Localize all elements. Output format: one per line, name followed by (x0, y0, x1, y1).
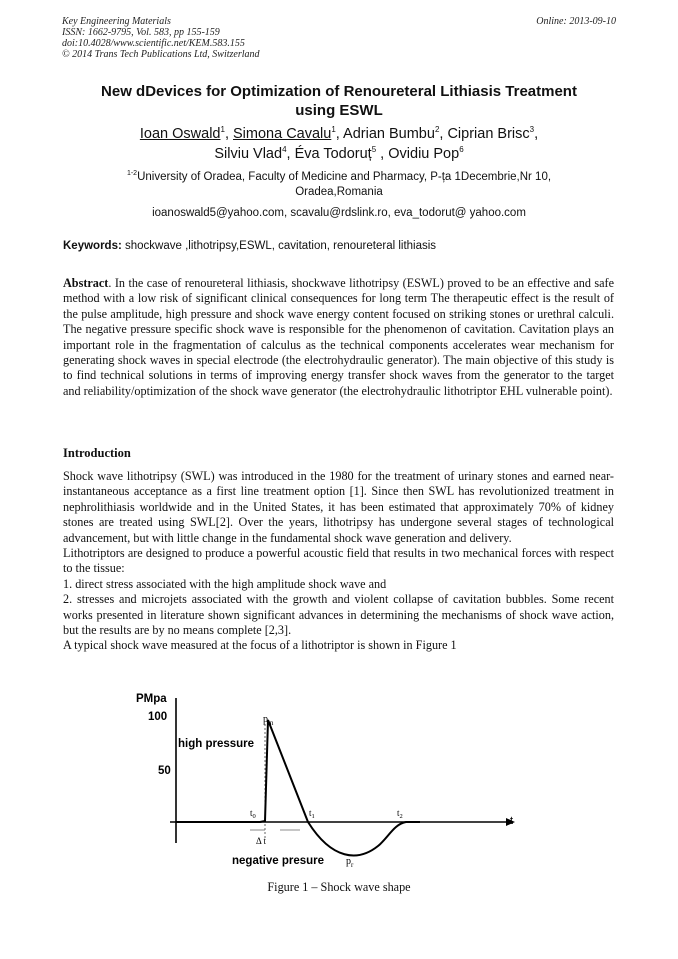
title-line-2: using ESWL (295, 102, 383, 119)
author-name: Ovidiu Pop (388, 146, 460, 162)
introduction-heading: Introduction (63, 446, 131, 460)
issn-line: ISSN: 1662-9795, Vol. 583, pp 155-159 (62, 27, 220, 38)
t0-label: $t_0$ (250, 808, 256, 820)
y-tick-label: 100 (148, 711, 168, 723)
abstract (63, 276, 614, 399)
high-pressure-label: high pressure (178, 738, 255, 750)
paper-title (70, 82, 608, 120)
author-name: Éva Todoruț (294, 146, 372, 162)
intro-paragraph: Shock wave lithotripsy (SWL) was introduced in the 1980 for the treatment of urinary stones and earned near-instantaneous acceptance as a first line treatment option [1]. Since then SWL has revolutionized treatment in nephrolithiasis worldwide and in the United States, it has been estimated that approximately 70% of kidney stones are treated using SWL[2]. Over the years, lithotripsy has undergone several stages of technological advancement, but with little change in the fundamental shock wave generation and delivery. (63, 469, 614, 545)
author-name[interactable]: Simona Cavalu (233, 126, 332, 142)
introduction-body (63, 469, 614, 654)
affiliation-sup: 1-2 (126, 170, 138, 177)
keywords-text: shockwave ,lithotripsy,ESWL, cavitation, renoureteral lithiasis (121, 240, 437, 252)
intro-paragraph: 1. direct stress associated with the high amplitude shock wave and (63, 576, 387, 591)
author-name: Adrian Bumbu (343, 126, 435, 142)
author-name: Silviu Vlad (214, 146, 283, 162)
author-sup: 4 (282, 145, 287, 154)
author-sup: 5 (371, 145, 377, 154)
intro-paragraph: 2. stresses and microjets associated with the growth and violent collapse of cavitation bubbles. Some recent works presented in literature shown significant advances in determining the mechanisms of shock wave action, but the results are by no means complete [2,3]. (63, 592, 614, 638)
keywords (63, 240, 615, 252)
copyright-line: © 2014 Trans Tech Publications Ltd, Switzerland (62, 49, 260, 60)
journal-header (62, 16, 260, 60)
journal-name: Key Engineering Materials (62, 16, 171, 27)
t1-label: $t_1$ (309, 808, 315, 820)
x-axis-label: t (510, 815, 514, 827)
author-name: Ciprian Brisc (447, 126, 530, 142)
affiliation (80, 170, 598, 200)
figure-caption: Figure 1 – Shock wave shape (267, 880, 411, 894)
y-axis-label: PMpa (136, 693, 167, 705)
author-list: Ioan Oswald$^1$, Simona Cavalu$^1$, Adrian Bumbu$^2$, Ciprian Brisc$^3$, Silviu Vlad$^4$, Éva Todoruț$^5$ , Ovidiu Pop$^6$ (139, 125, 539, 162)
author-sup: 1 (220, 125, 225, 134)
delta-t-label: Δ t (256, 836, 267, 846)
intro-paragraph: Lithotriptors are designed to produce a powerful acoustic field that results in two mechanical forces with respect to the tissue: (63, 546, 614, 576)
online-date: Online: 2013-09-10 (536, 16, 616, 27)
affiliation-line-1: University of Oradea, Faculty of Medicine and Pharmacy, P-ța 1Decembrie,Nr 10, (137, 171, 552, 183)
doi-line: doi:10.4028/www.scientific.net/KEM.583.155 (62, 38, 245, 49)
author-sup: 2 (434, 125, 440, 134)
pm-label: $p_m$ (263, 714, 274, 727)
author-emails: ioanoswald5@yahoo.com, scavalu@rdslink.ro, eva_todorut@ yahoo.com (152, 207, 526, 219)
author-sup: 6 (459, 145, 464, 154)
abstract-text: . In the case of renoureteral lithiasis, shockwave lithotripsy (ESWL) proved to be an effective and safe method with a low risk of significant clinical consequences for long term The therapeutic effect is the result of the pulse amplitude, high pressure and shock wave energy content focused on striking stones or urethral calculi. The negative pressure specific shock wave is responsible for the phenomenon of cavitation. Cavitation plays an important role in the fragmentation of calculus as the technical components accelerates wear mechanism for generating shock waves in special electrode (the electrohydraulic generator). The main objective of this study is to find technical solutions in terms of improving energy transfer shock waves from the generator to the target and reliability/optimization of the shock wave generator (the electrohydraulic lithotriptor EHL vulnerable point). (63, 276, 614, 398)
abstract-label: Abstract (63, 276, 109, 290)
title-line-1: New dDevices for Optimization of Renoureteral Lithiasis Treatment (101, 83, 577, 100)
y-tick-label: 50 (158, 765, 171, 777)
t2-label: $t_2$ (397, 808, 403, 820)
keywords-label: Keywords: (63, 240, 122, 252)
affiliation-line-2: Oradea,Romania (295, 186, 383, 198)
author-sup: 3 (529, 125, 535, 134)
author-sup: 1 (331, 125, 336, 134)
shock-wave-figure (120, 688, 530, 868)
author-name[interactable]: Ioan Oswald (139, 126, 221, 142)
pr-label: $p_r$ (346, 856, 354, 868)
negative-pressure-label: negative presure (232, 855, 325, 867)
intro-paragraph: A typical shock wave measured at the focus of a lithotriptor is shown in Figure 1 (63, 638, 457, 653)
